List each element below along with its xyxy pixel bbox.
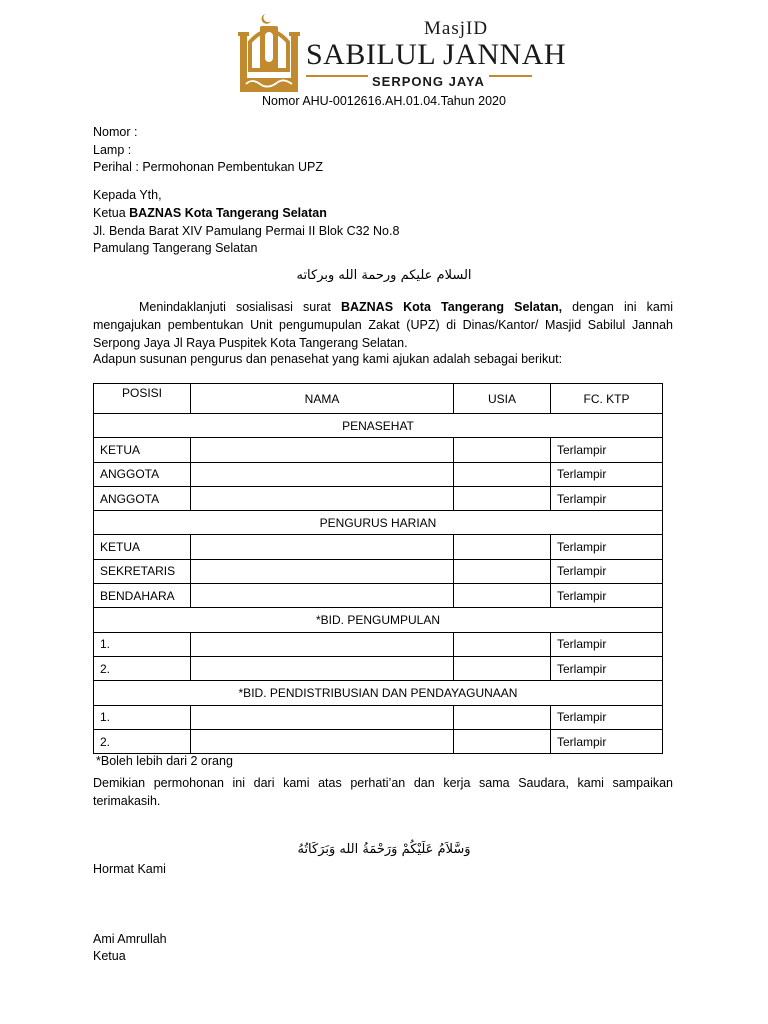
recipient-address-1: Jl. Benda Barat XIV Pamulang Permai II Blok C32 No.8	[93, 224, 400, 238]
posisi-cell: BENDAHARA	[94, 584, 191, 608]
table-row	[94, 584, 663, 608]
header-usia: USIA	[454, 384, 551, 414]
nama-cell	[191, 486, 454, 510]
logo-name-text: SABILUL JANNAH	[306, 38, 567, 71]
posisi-cell: KETUA	[94, 438, 191, 462]
table-row	[94, 656, 663, 680]
posisi-cell: 1.	[94, 705, 191, 729]
table-note: *Boleh lebih dari 2 orang	[96, 754, 233, 768]
salam-closing: وَسَّلاَمُ عَلَيْكُمْ وَرَحْمَةُ الله وَبَرَكَاتُهُ	[297, 842, 471, 857]
usia-cell	[454, 705, 551, 729]
logo-masjid-text: MasjID	[424, 18, 489, 39]
signer-title: Ketua	[93, 949, 126, 963]
body-paragraph-1	[93, 298, 673, 352]
body-p1-part-a: Menindaklanjuti sosialisasi surat	[139, 300, 341, 314]
table-row	[94, 486, 663, 510]
recipient-address-2: Pamulang Tangerang Selatan	[93, 241, 258, 255]
nama-cell	[191, 535, 454, 559]
section-title-pengumpulan: *BID. PENGUMPULAN	[94, 608, 663, 632]
perihal-line: Perihal : Permohonan Pembentukan UPZ	[93, 160, 323, 174]
section-row	[94, 681, 663, 705]
ktp-cell: Terlampir	[551, 462, 663, 486]
posisi-cell: 2.	[94, 656, 191, 680]
table-row	[94, 705, 663, 729]
ktp-cell: Terlampir	[551, 535, 663, 559]
section-row	[94, 608, 663, 632]
table-row	[94, 438, 663, 462]
posisi-cell: SEKRETARIS	[94, 559, 191, 583]
nama-cell	[191, 438, 454, 462]
usia-cell	[454, 584, 551, 608]
body-p1-org: BAZNAS Kota Tangerang Selatan,	[340, 300, 563, 314]
usia-cell	[454, 559, 551, 583]
logo-wordmark	[306, 12, 567, 94]
body-paragraph-2: Adapun susunan pengurus dan penasehat yang kami ajukan adalah sebagai berikut:	[93, 352, 563, 366]
nama-cell	[191, 559, 454, 583]
header-fc-ktp: FC. KTP	[551, 384, 663, 414]
table-header-row	[94, 384, 663, 414]
mosque-logo-icon	[238, 12, 300, 94]
table-row	[94, 559, 663, 583]
nama-cell	[191, 705, 454, 729]
recipient-title-prefix: Ketua	[93, 206, 130, 220]
posisi-cell: 2.	[94, 729, 191, 753]
ktp-cell: Terlampir	[551, 656, 663, 680]
salam-opening: السلام عليكم ورحمة الله وبركاته	[296, 268, 472, 283]
nama-cell	[191, 632, 454, 656]
section-title-pendistribusian: *BID. PENDISTRIBUSIAN DAN PENDAYAGUNAAN	[94, 681, 663, 705]
body-p1-part-b: dengan ini kami mengajukan pembentukan Unit pengumupulan Zakat (UPZ) di Dinas/Kantor/ Masjid Sabilul Jannah Serpong Jaya Jl Raya Puspitek Kota Tangerang Selatan.	[93, 300, 674, 350]
ktp-cell: Terlampir	[551, 438, 663, 462]
hormat-kami: Hormat Kami	[93, 862, 166, 876]
lamp-line: Lamp :	[93, 143, 132, 157]
usia-cell	[454, 486, 551, 510]
section-row	[94, 511, 663, 535]
ktp-cell: Terlampir	[551, 559, 663, 583]
table-row	[94, 535, 663, 559]
section-row	[94, 414, 663, 438]
nama-cell	[191, 656, 454, 680]
header-posisi: POSISI	[94, 384, 191, 414]
ktp-cell: Terlampir	[551, 705, 663, 729]
ktp-cell: Terlampir	[551, 584, 663, 608]
section-title-penasehat: PENASEHAT	[94, 414, 663, 438]
usia-cell	[454, 656, 551, 680]
ktp-cell: Terlampir	[551, 632, 663, 656]
nomor-line: Nomor :	[93, 125, 138, 139]
ktp-cell: Terlampir	[551, 729, 663, 753]
closing-paragraph: Demikian permohonan ini dari kami atas perhati’an dan kerja sama Saudara, kami sampaikan terimakasih.	[93, 776, 673, 808]
masjid-logo	[238, 12, 567, 94]
committee-table	[93, 383, 663, 754]
table-row	[94, 632, 663, 656]
recipient-greeting: Kepada Yth,	[93, 188, 162, 202]
posisi-cell: ANGGOTA	[94, 462, 191, 486]
registration-number: Nomor AHU-0012616.AH.01.04.Tahun 2020	[262, 94, 506, 108]
usia-cell	[454, 535, 551, 559]
logo-city-text: SERPONG JAYA	[368, 74, 489, 89]
posisi-cell: ANGGOTA	[94, 486, 191, 510]
nama-cell	[191, 729, 454, 753]
table-row	[94, 729, 663, 753]
nama-cell	[191, 462, 454, 486]
nama-cell	[191, 584, 454, 608]
signer-name: Ami Amrullah	[93, 932, 167, 946]
recipient-org: BAZNAS Kota Tangerang Selatan	[129, 206, 327, 220]
recipient-title	[93, 206, 327, 220]
ktp-cell: Terlampir	[551, 486, 663, 510]
posisi-cell: KETUA	[94, 535, 191, 559]
posisi-cell: 1.	[94, 632, 191, 656]
header-nama: NAMA	[191, 384, 454, 414]
usia-cell	[454, 438, 551, 462]
table-row	[94, 462, 663, 486]
usia-cell	[454, 729, 551, 753]
section-title-pengurus-harian: PENGURUS HARIAN	[94, 511, 663, 535]
usia-cell	[454, 632, 551, 656]
usia-cell	[454, 462, 551, 486]
